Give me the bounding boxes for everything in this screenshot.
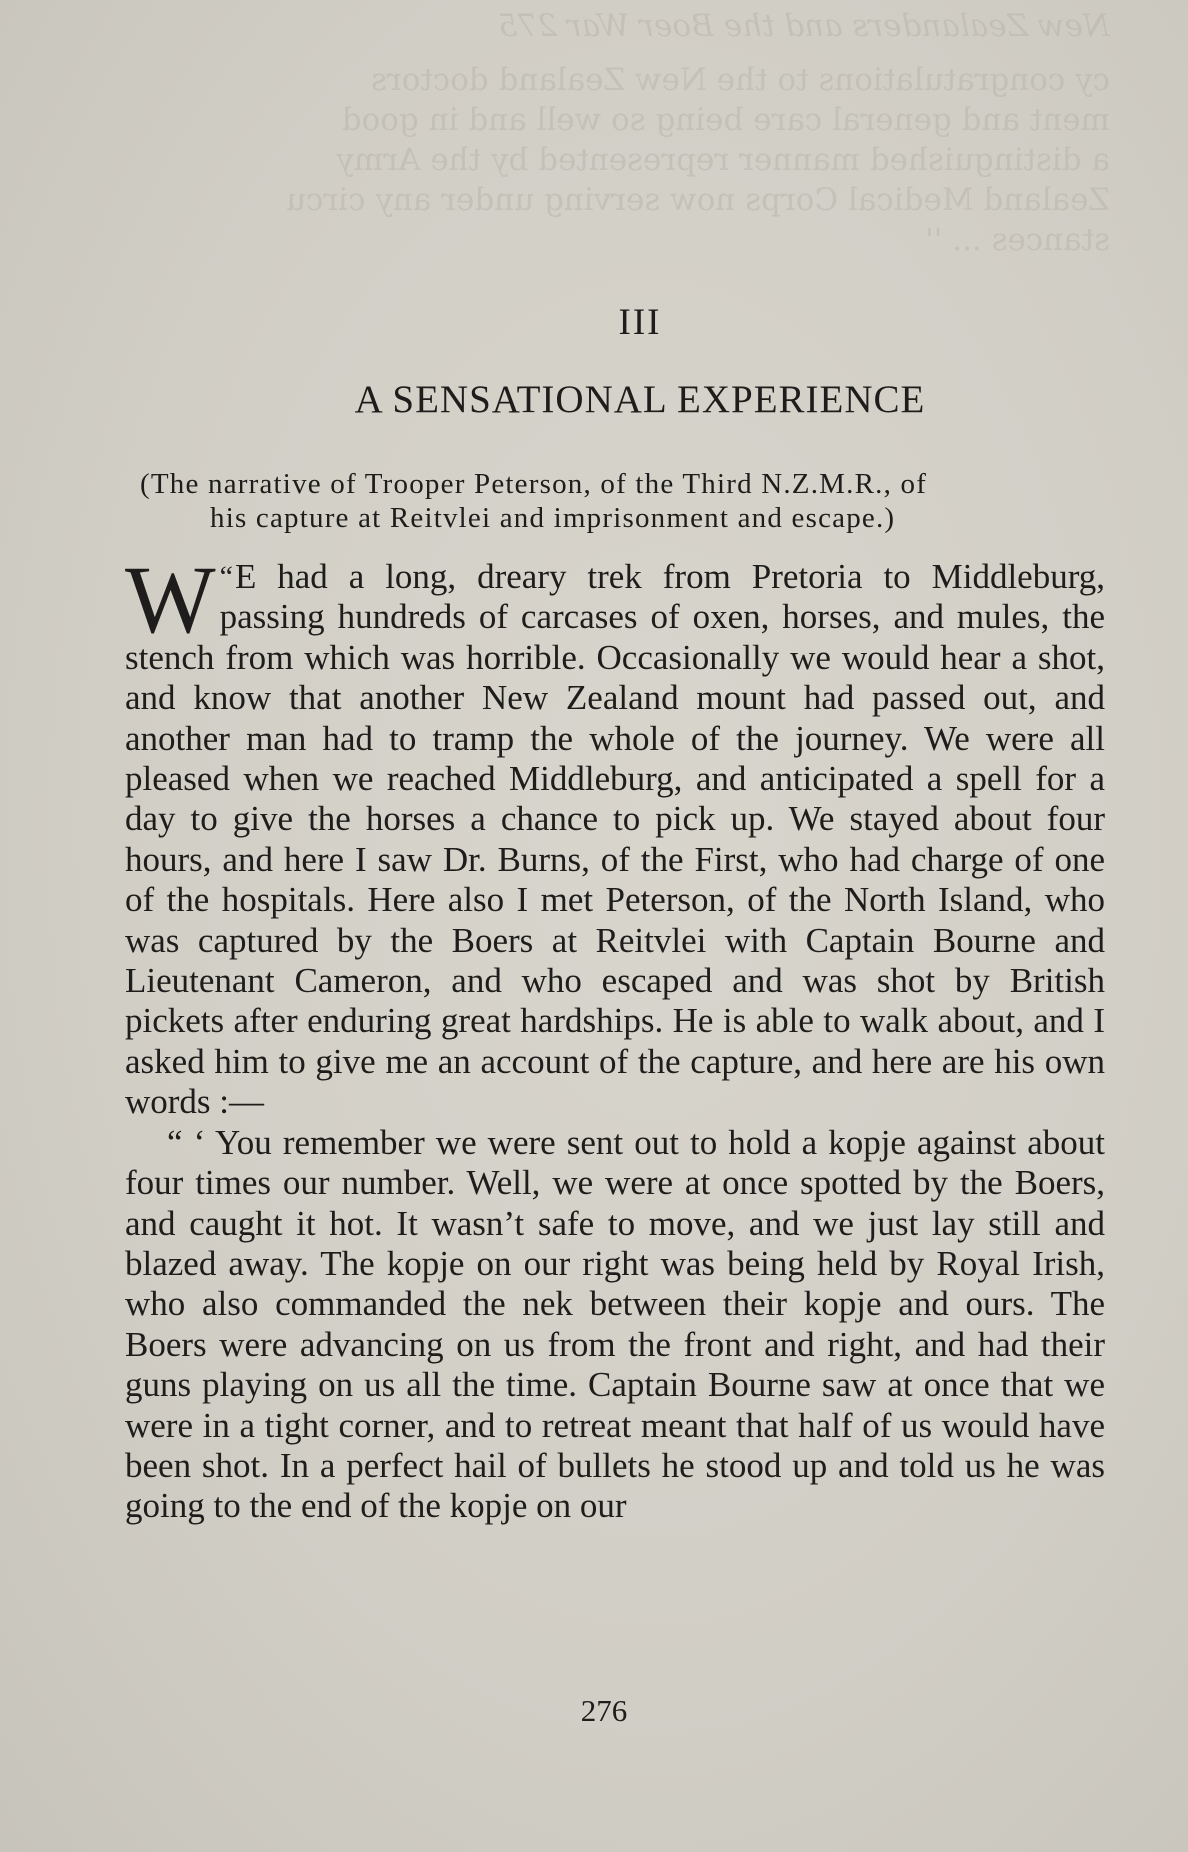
page-number: 276	[580, 1693, 628, 1728]
text-block	[125, 295, 1105, 1527]
bleed-through-line: a distinguished manner represented by the Army	[336, 142, 1110, 178]
paragraph-2: “ ‘ You remember we were sent out to hold a kopje against about four times our number. Well, we were at once spotted by the Boers, and caught it hot. It wasn’t safe to move, and we just lay still and blazed away. The kopje on our right was being held by Royal Irish, who also commanded the nek between their kopje and ours. The Boers were advancing on us from the front and right, and had their guns playing on us all the time. Captain Bourne saw at once that we were in a tight corner, and to retreat meant that half of us would have been shot. In a perfect hail of bullets he stood up and told us he was going to the end of the kopje on our	[125, 1122, 1105, 1526]
bleed-through-line: stances ... ''	[925, 222, 1110, 258]
bleed-through-line: cy congratulations to the New Zealand doctors	[370, 62, 1110, 98]
subtitle-line-1: (The narrative of Trooper Peterson, of the Third N.Z.M.R., of	[140, 468, 928, 500]
paragraph-1	[125, 546, 1105, 1123]
paragraph-1-text: E had a long, dreary trek from Pretoria to Middleburg, passing hundreds of carcases of oxen, horses, and mules, the stench from which was horrible. Occasionally we would hear a shot, and know that another New Zealand mount had passed out, and another man had to tramp the whole of the journey. We were all pleased when we reached Middleburg, and anticipated a spell for a day to give the horses a chance to pick up. We stayed about four hours, and here I saw Dr. Burns, of the First, who had charge of one of the hospitals. Here also I met Peterson, of the North Island, who was captured by the Boers at Reitvlei with Captain Bourne and Lieutenant Cameron, and who escaped and was shot by British pickets after enduring great hardships. He is able to walk about, and I asked him to give me an account of the capture, and here are his own words :—	[125, 557, 1105, 1122]
chapter-number: III	[618, 302, 662, 343]
drop-cap: W	[125, 546, 214, 653]
chapter-title: A SENSATIONAL EXPERIENCE	[354, 378, 926, 421]
bleed-through-line: ment and general care being so well and in good	[341, 102, 1110, 138]
subtitle-line-2: his capture at Reitvlei and imprisonment and escape.)	[210, 502, 896, 534]
opening-quote: “	[219, 560, 233, 593]
bleed-through-line: Zealand Medical Corps now serving under any circu	[286, 182, 1110, 218]
body-text	[125, 546, 1105, 1527]
chapter-subtitle	[125, 467, 1105, 535]
bleed-through-text	[150, 0, 1110, 270]
bleed-through-header: New Zealanders and the Boer War 275	[497, 8, 1110, 44]
